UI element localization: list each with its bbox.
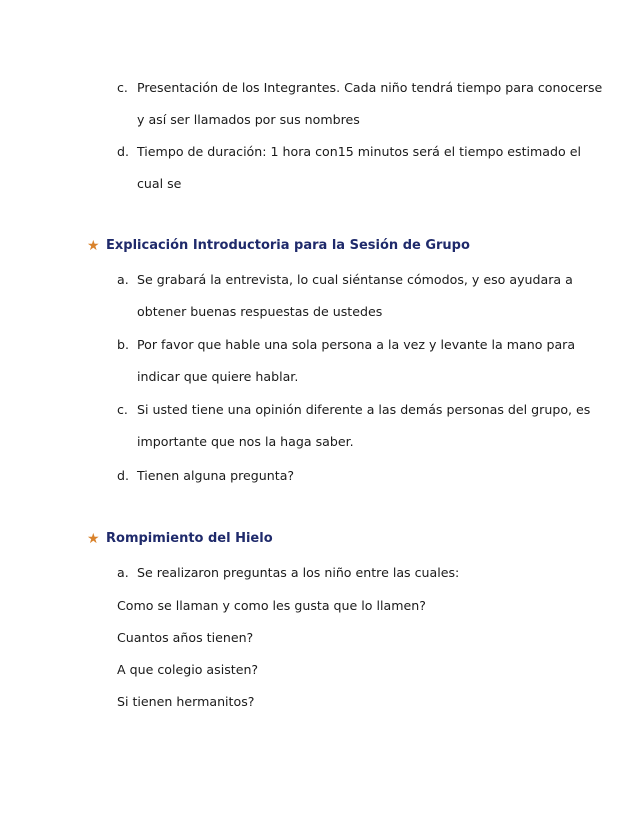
list-item-text: Por favor que hable una sola persona a la vez y levante la mano para xyxy=(137,337,576,352)
question-line: Si tienen hermanitos? xyxy=(117,694,255,709)
star-bullet-icon: ★ xyxy=(87,238,100,254)
list-item-text: Si usted tiene una opinión diferente a las demás personas del grupo, es xyxy=(137,402,591,417)
list-marker: a. xyxy=(117,272,129,287)
question-line: Como se llaman y como les gusta que lo llamen? xyxy=(117,598,426,613)
question-line: A que colegio asisten? xyxy=(117,662,259,677)
list-marker: c. xyxy=(117,80,128,95)
list-marker: d. xyxy=(117,468,129,483)
list-item-text: Presentación de los Integrantes. Cada niño tendrá tiempo para conocerse xyxy=(137,80,603,95)
list-item-text: Tienen alguna pregunta? xyxy=(137,468,295,483)
list-item-text: obtener buenas respuestas de ustedes xyxy=(137,304,383,319)
section-heading: Rompimiento del Hielo xyxy=(106,531,273,546)
star-bullet-icon: ★ xyxy=(87,531,100,547)
list-item-text: Tiempo de duración: 1 hora con15 minutos será el tiempo estimado el xyxy=(137,144,581,159)
question-line: Cuantos años tienen? xyxy=(117,630,254,645)
list-marker: c. xyxy=(117,402,128,417)
list-marker: b. xyxy=(117,337,129,352)
list-item-text: Se realizaron preguntas a los niño entre las cuales: xyxy=(137,565,460,580)
list-marker: a. xyxy=(117,565,129,580)
list-marker: d. xyxy=(117,144,129,159)
list-item-text: cual se xyxy=(137,176,182,191)
section-heading: Explicación Introductoria para la Sesión de Grupo xyxy=(106,238,470,253)
list-item-text: y así ser llamados por sus nombres xyxy=(137,112,360,127)
list-item-text: indicar que quiere hablar. xyxy=(137,369,299,384)
list-item-text: importante que nos la haga saber. xyxy=(137,434,354,449)
list-item-text: Se grabará la entrevista, lo cual siéntanse cómodos, y eso ayudara a xyxy=(137,272,573,287)
